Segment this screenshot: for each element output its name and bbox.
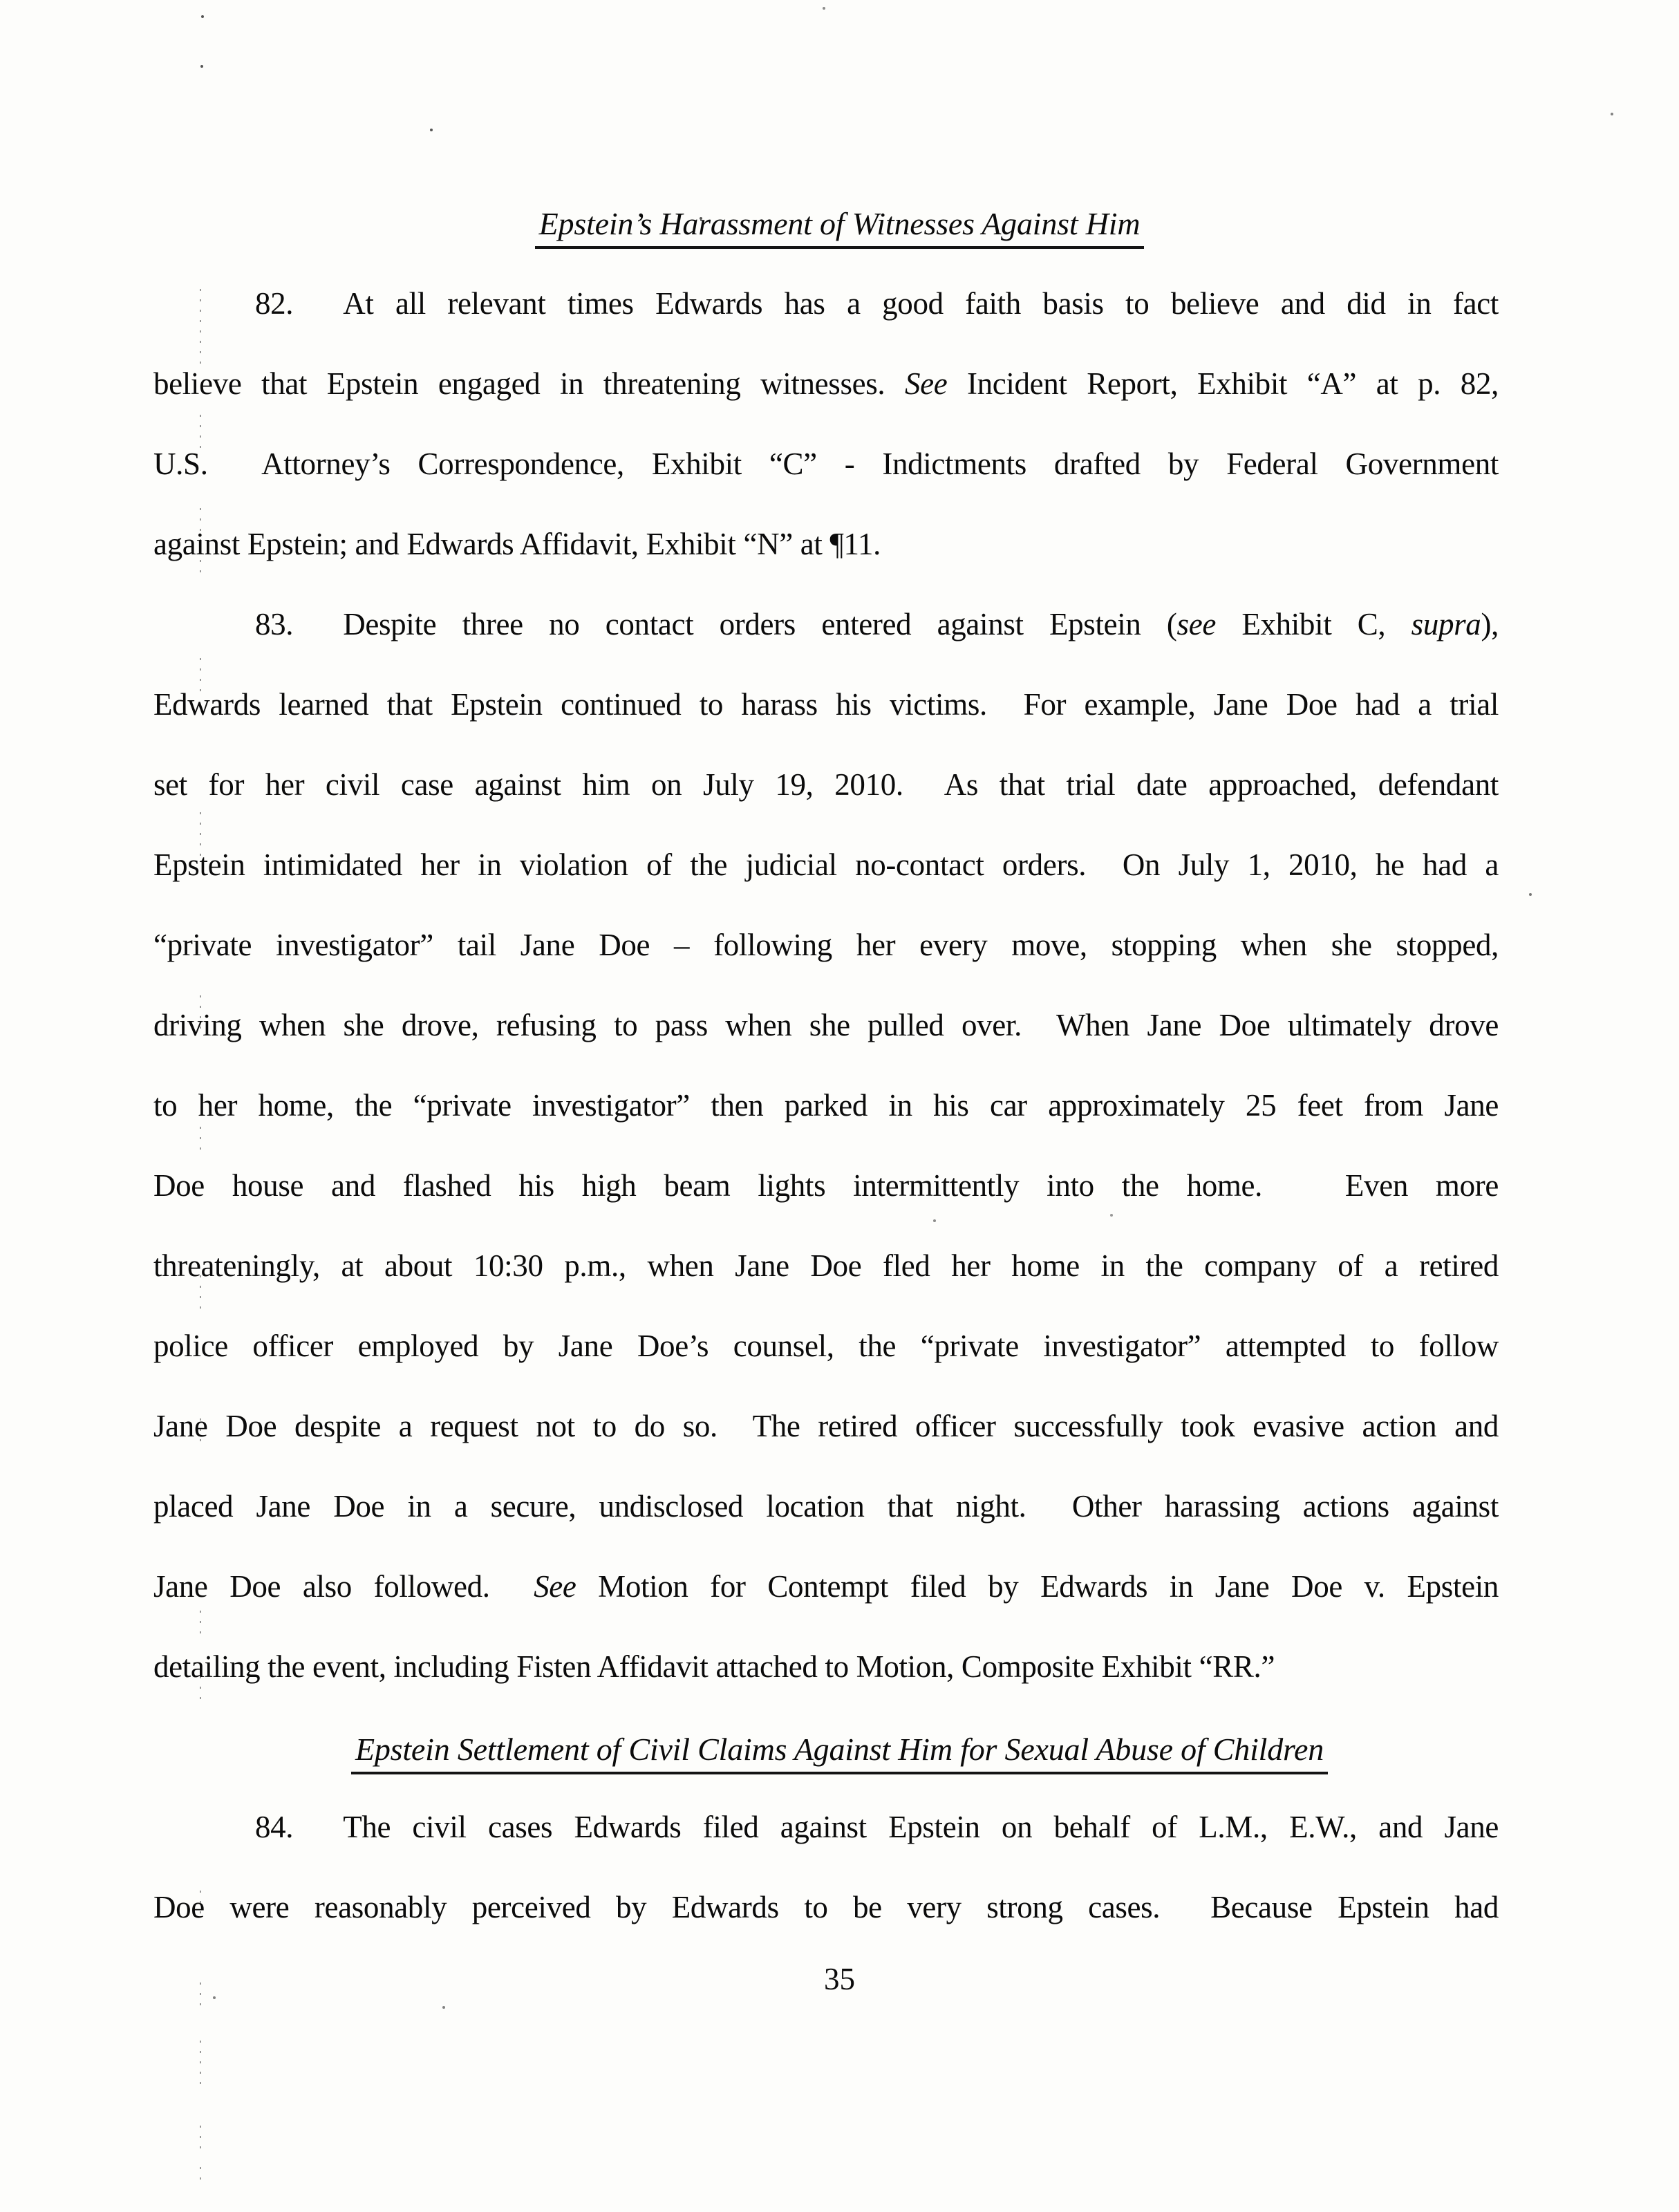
text-line: [153, 584, 1499, 664]
text-segment: police officer employed by Jane Doe’s counsel, the “private investigator” attempted to follow: [153, 1329, 1499, 1363]
page-number: 35: [824, 1962, 855, 1996]
text-line: [153, 1306, 1499, 1386]
text-segment: U.S. Attorney’s Correspondence, Exhibit “C” - Indictments drafted by Federal Government: [153, 447, 1499, 481]
text-segment: 82.: [255, 286, 294, 321]
text-segment: “private investigator” tail Jane Doe – following her every move, stopping when she stopped,: [153, 928, 1499, 962]
text-line: [153, 344, 1499, 424]
text-line: [153, 263, 1499, 344]
text-segment: driving when she drove, refusing to pass when she pulled over. When Jane Doe ultimately drove: [153, 1008, 1499, 1042]
text-line: [153, 504, 1499, 584]
text-segment: Exhibit C,: [1215, 607, 1411, 641]
text-segment: set for her civil case against him on July 19, 2010. As that trial date approached, defendant: [153, 767, 1499, 802]
text-line: [153, 424, 1499, 504]
text-segment: see: [1176, 607, 1216, 641]
text-segment: placed Jane Doe in a secure, undisclosed location that night. Other harassing actions against: [153, 1489, 1499, 1524]
text-segment: Doe were reasonably perceived by Edwards to be very strong cases. Because Epstein had: [153, 1890, 1499, 1924]
text-segment: to her home, the “private investigator” then parked in his car approximately 25 feet from Jane: [153, 1088, 1499, 1123]
text-line: [153, 1386, 1499, 1466]
text-segment: detailing the event, including Fisten Affidavit attached to Motion, Composite Exhibit “RR.”: [153, 1649, 1275, 1684]
text-segment: threateningly, at about 10:30 p.m., when Jane Doe fled her home in the company of a retired: [153, 1248, 1499, 1283]
text-line: [153, 1787, 1499, 1867]
text-segment: 83.: [255, 607, 294, 641]
text-line: [153, 985, 1499, 1065]
text-line: [153, 744, 1499, 825]
text-line: [153, 1466, 1499, 1546]
text-segment: At all relevant times Edwards has a good faith basis to believe and did in fact: [343, 286, 1499, 321]
text-segment: Jane Doe despite a request not to do so. The retired officer successfully took evasive action and: [153, 1409, 1499, 1443]
text-line: [153, 1145, 1499, 1226]
text-segment: See: [534, 1569, 576, 1604]
text-segment: Incident Report, Exhibit “A” at p. 82,: [947, 366, 1499, 401]
paragraph-84: [153, 1787, 1499, 1947]
text-line: [153, 1065, 1499, 1145]
text-segment: ),: [1481, 607, 1499, 641]
text-line: [153, 1627, 1499, 1707]
paragraph-82: [153, 263, 1499, 584]
heading-text: Epstein’s Harassment of Witnesses Against Him: [535, 206, 1145, 249]
text-segment: Doe house and flashed his high beam lights intermittently into the home. Even more: [153, 1168, 1499, 1203]
paragraph-83: [153, 584, 1499, 1707]
text-segment: supra: [1411, 607, 1481, 641]
text-line: [153, 664, 1499, 744]
text-segment: Despite three no contact orders entered against Epstein (: [343, 607, 1177, 641]
text-segment: against Epstein; and Edwards Affidavit, Exhibit “N” at ¶11.: [153, 527, 881, 561]
text-segment: believe that Epstein engaged in threatening witnesses.: [153, 366, 905, 401]
text-line: [153, 1226, 1499, 1306]
text-segment: Epstein intimidated her in violation of the judicial no-contact orders. On July 1, 2010, he had a: [153, 847, 1499, 882]
text-segment: The civil cases Edwards filed against Epstein on behalf of L.M., E.W., and Jane: [343, 1810, 1499, 1844]
text-line: [153, 905, 1499, 985]
section-heading-harassment: [0, 205, 1679, 242]
text-segment: Motion for Contempt filed by Edwards in Jane Doe v. Epstein: [576, 1569, 1499, 1604]
text-segment: Jane Doe also followed.: [153, 1569, 534, 1604]
section-heading-settlement: [0, 1731, 1679, 1768]
text-line: [153, 1867, 1499, 1947]
text-line: [153, 825, 1499, 905]
text-segment: Edwards learned that Epstein continued to harass his victims. For example, Jane Doe had a trial: [153, 687, 1499, 722]
text-segment: 84.: [255, 1810, 294, 1844]
heading-text: Epstein Settlement of Civil Claims Against Him for Sexual Abuse of Children: [351, 1732, 1328, 1774]
text-segment: See: [904, 366, 948, 401]
text-line: [153, 1546, 1499, 1627]
